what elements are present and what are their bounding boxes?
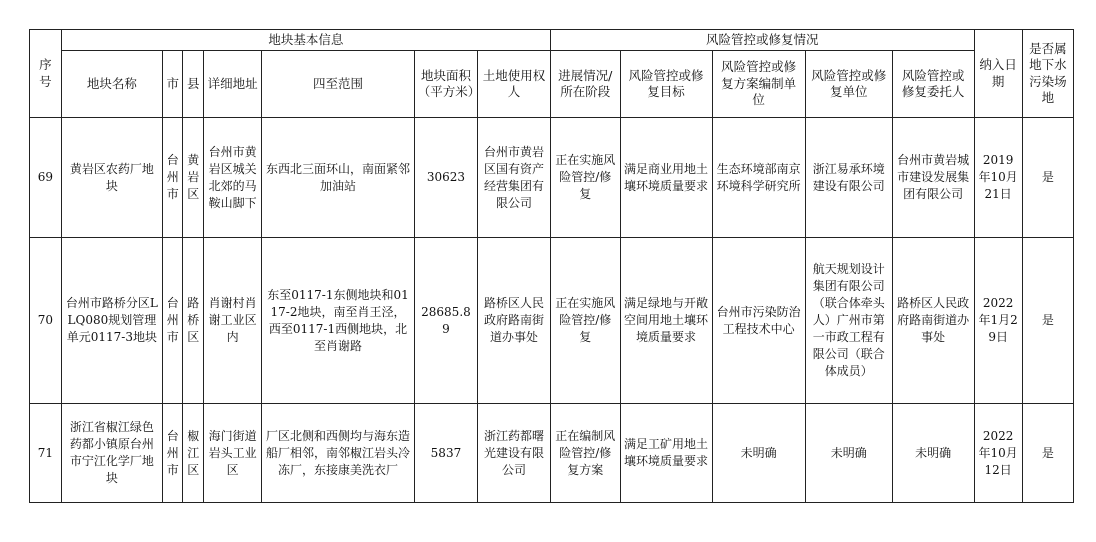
cell-client: 台州市黄岩城市建设发展集团有限公司 bbox=[892, 118, 974, 238]
header-county: 县 bbox=[183, 51, 203, 118]
cell-address: 肖谢村肖谢工业区内 bbox=[203, 238, 261, 404]
header-client: 风险管控或修复委托人 bbox=[892, 51, 974, 118]
cell-area: 30623 bbox=[414, 118, 477, 238]
cell-progress: 正在实施风险管控/修复 bbox=[550, 118, 620, 238]
header-basic-info: 地块基本信息 bbox=[61, 30, 550, 51]
cell-exec-unit: 浙江易承环境建设有限公司 bbox=[805, 118, 892, 238]
header-groundwater: 是否属地下水污染场地 bbox=[1022, 30, 1073, 118]
cell-owner: 浙江药都曙光建设有限公司 bbox=[478, 404, 551, 503]
cell-exec-unit: 未明确 bbox=[805, 404, 892, 503]
header-plan-unit: 风险管控或修复方案编制单位 bbox=[712, 51, 805, 118]
cell-seq: 69 bbox=[30, 118, 62, 238]
cell-groundwater: 是 bbox=[1022, 118, 1073, 238]
cell-plan-unit: 生态环境部南京环境科学研究所 bbox=[712, 118, 805, 238]
cell-county: 黄岩区 bbox=[183, 118, 203, 238]
table-row bbox=[30, 238, 1074, 404]
cell-plan-unit: 台州市污染防治工程技术中心 bbox=[712, 238, 805, 404]
cell-city: 台州市 bbox=[163, 118, 183, 238]
cell-groundwater: 是 bbox=[1022, 404, 1073, 503]
cell-address: 台州市黄岩区城关北郊的马鞍山脚下 bbox=[203, 118, 261, 238]
cell-county: 椒江区 bbox=[183, 404, 203, 503]
cell-progress: 正在编制风险管控/修复方案 bbox=[550, 404, 620, 503]
cell-exec-unit: 航天规划设计集团有限公司（联合体牵头人）广州市第一市政工程有限公司（联合体成员） bbox=[805, 238, 892, 404]
header-owner: 土地使用权人 bbox=[478, 51, 551, 118]
cell-client: 路桥区人民政府路南街道办事处 bbox=[892, 238, 974, 404]
cell-seq: 70 bbox=[30, 238, 62, 404]
header-seq: 序号 bbox=[30, 30, 62, 118]
header-address: 详细地址 bbox=[203, 51, 261, 118]
cell-city: 台州市 bbox=[163, 404, 183, 503]
cell-boundary: 东至0117-1东侧地块和0117-2地块，南至肖王泾，西至0117-1西侧地块，北至肖谢路 bbox=[262, 238, 414, 404]
cell-groundwater: 是 bbox=[1022, 238, 1073, 404]
cell-boundary: 厂区北侧和西侧均与海东造船厂相邻，南邻椒江岩头冷冻厂，东接康美洗衣厂 bbox=[262, 404, 414, 503]
cell-target: 满足商业用地土壤环境质量要求 bbox=[620, 118, 712, 238]
cell-seq: 71 bbox=[30, 404, 62, 503]
cell-date: 2022年10月12日 bbox=[974, 404, 1022, 503]
cell-owner: 台州市黄岩区国有资产经营集团有限公司 bbox=[478, 118, 551, 238]
table-row bbox=[30, 118, 1074, 238]
header-name: 地块名称 bbox=[61, 51, 162, 118]
cell-plan-unit: 未明确 bbox=[712, 404, 805, 503]
header-boundary: 四至范围 bbox=[262, 51, 414, 118]
cell-area: 5837 bbox=[414, 404, 477, 503]
header-target: 风险管控或修复目标 bbox=[620, 51, 712, 118]
header-exec-unit: 风险管控或修复单位 bbox=[805, 51, 892, 118]
cell-name: 台州市路桥分区LLQ080规划管理单元0117-3地块 bbox=[61, 238, 162, 404]
cell-date: 2022年1月29日 bbox=[974, 238, 1022, 404]
cell-address: 海门街道岩头工业区 bbox=[203, 404, 261, 503]
header-progress: 进展情况/所在阶段 bbox=[550, 51, 620, 118]
cell-name: 浙江省椒江绿色药都小镇原台州市宁江化学厂地块 bbox=[61, 404, 162, 503]
cell-owner: 路桥区人民政府路南街道办事处 bbox=[478, 238, 551, 404]
header-city: 市 bbox=[163, 51, 183, 118]
cell-name: 黄岩区农药厂地块 bbox=[61, 118, 162, 238]
cell-city: 台州市 bbox=[163, 238, 183, 404]
cell-client: 未明确 bbox=[892, 404, 974, 503]
cell-date: 2019年10月21日 bbox=[974, 118, 1022, 238]
cell-boundary: 东西北三面环山，南面紧邻加油站 bbox=[262, 118, 414, 238]
cell-progress: 正在实施风险管控/修复 bbox=[550, 238, 620, 404]
cell-area: 28685.89 bbox=[414, 238, 477, 404]
cell-county: 路桥区 bbox=[183, 238, 203, 404]
header-include-date: 纳入日期 bbox=[974, 30, 1022, 118]
cell-target: 满足工矿用地土壤环境质量要求 bbox=[620, 404, 712, 503]
table-row bbox=[30, 404, 1074, 503]
contaminated-sites-table bbox=[29, 29, 1074, 503]
header-risk-control: 风险管控或修复情况 bbox=[550, 30, 974, 51]
header-area: 地块面积（平方米） bbox=[414, 51, 477, 118]
cell-target: 满足绿地与开敞空间用地土壤环境质量要求 bbox=[620, 238, 712, 404]
